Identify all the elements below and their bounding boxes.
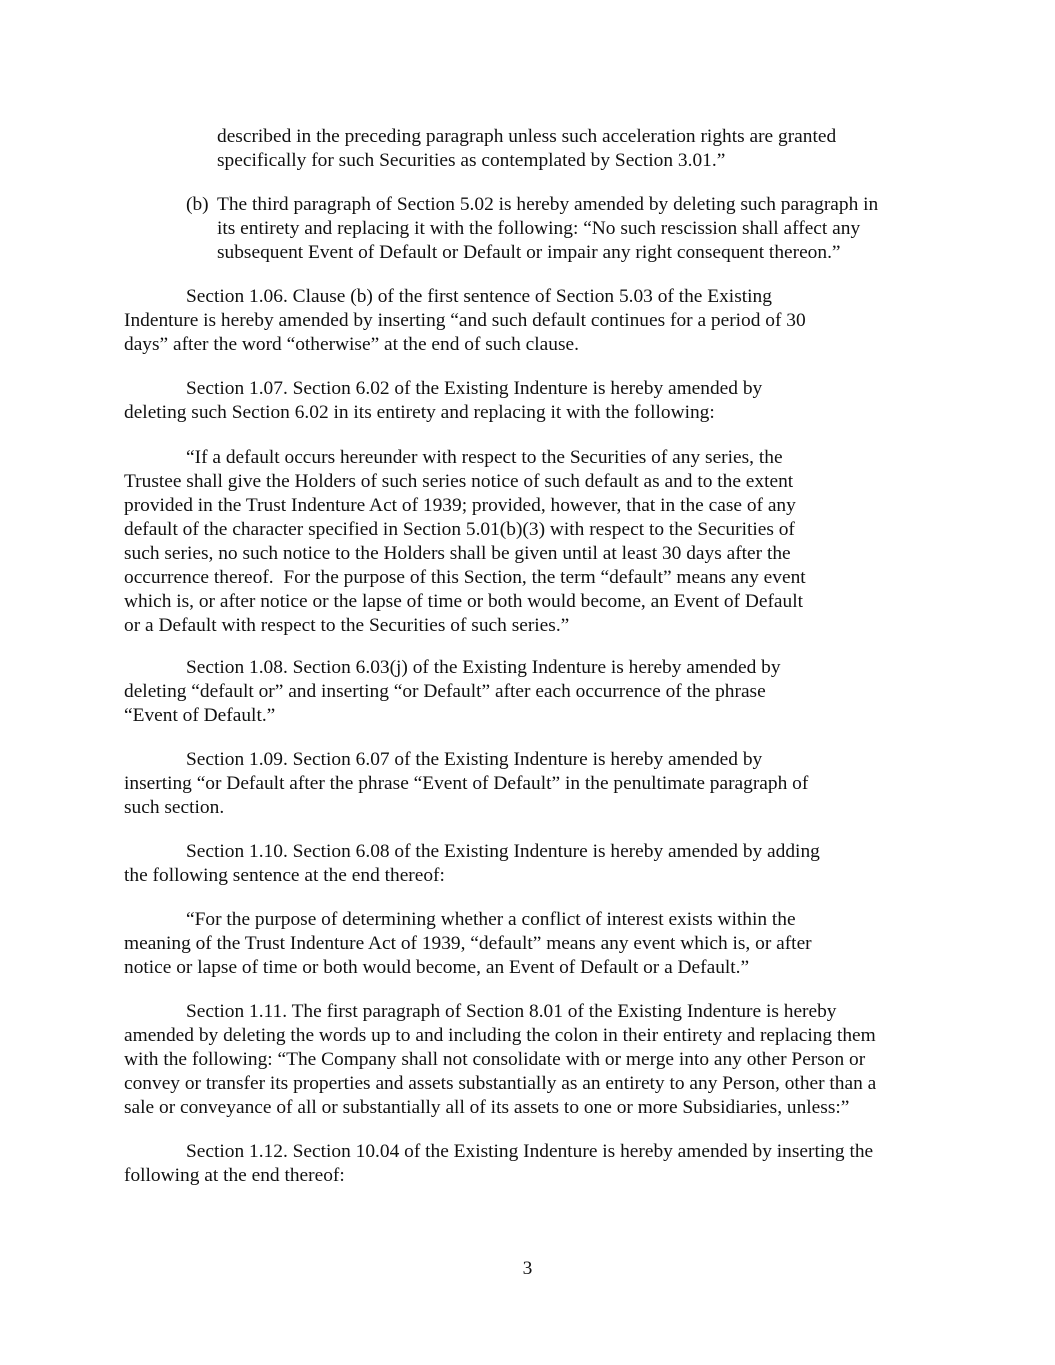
paragraph-line: such section. <box>124 797 225 818</box>
page-number: 3 <box>522 1258 533 1279</box>
paragraph-line: Section 1.07. Section 6.02 of the Existing Indenture is hereby amended by <box>186 378 763 399</box>
paragraph-line: The third paragraph of Section 5.02 is hereby amended by deleting such paragraph in <box>217 194 879 215</box>
paragraph-line: days” after the word “otherwise” at the end of such clause. <box>124 334 579 355</box>
paragraph-line: Indenture is hereby amended by inserting “and such default continues for a period of 30 <box>124 310 806 331</box>
paragraph-line: Section 1.06. Clause (b) of the first sentence of Section 5.03 of the Existing <box>186 286 772 307</box>
paragraph-line: Section 1.09. Section 6.07 of the Existing Indenture is hereby amended by <box>186 749 763 770</box>
list-item-label: (b) <box>186 194 209 215</box>
quoted-section-6-02 <box>124 446 806 638</box>
paragraph-line: following at the end thereof: <box>124 1165 345 1186</box>
section-1-08-paragraph <box>124 656 781 728</box>
paragraph-line: which is, or after notice or the lapse of time or both would become, an Event of Default <box>124 591 803 612</box>
paragraph-line: “Event of Default.” <box>124 705 276 726</box>
paragraph-line: with the following: “The Company shall not consolidate with or merge into any other Person or <box>124 1049 866 1070</box>
paragraph-line: Section 1.10. Section 6.08 of the Existing Indenture is hereby amended by adding <box>186 841 820 862</box>
paragraph-line: deleting “default or” and inserting “or Default” after each occurrence of the phrase <box>124 681 766 702</box>
paragraph-line: described in the preceding paragraph unless such acceleration rights are granted <box>217 126 837 147</box>
paragraph-line: Section 1.08. Section 6.03(j) of the Existing Indenture is hereby amended by <box>186 657 781 678</box>
continuation-paragraph <box>217 125 836 173</box>
paragraph-line: “If a default occurs hereunder with respect to the Securities of any series, the <box>186 447 783 468</box>
paragraph-line: Section 1.11. The first paragraph of Section 8.01 of the Existing Indenture is hereby <box>186 1001 837 1022</box>
paragraph-line: sale or conveyance of all or substantially all of its assets to one or more Subsidiaries, unless:” <box>124 1097 850 1118</box>
paragraph-line: deleting such Section 6.02 in its entirety and replacing it with the following: <box>124 402 715 423</box>
list-item-b-text <box>217 193 878 265</box>
paragraph-line: default of the character specified in Section 5.01(b)(3) with respect to the Securities of <box>124 519 795 540</box>
paragraph-line: Section 1.12. Section 10.04 of the Existing Indenture is hereby amended by inserting the <box>186 1141 874 1162</box>
paragraph-line: inserting “or Default after the phrase “Event of Default” in the penultimate paragraph of <box>124 773 809 794</box>
paragraph-line: such series, no such notice to the Holders shall be given until at least 30 days after the <box>124 543 791 564</box>
section-1-10-paragraph <box>124 840 820 888</box>
section-1-11-paragraph <box>124 1000 876 1120</box>
section-1-12-paragraph <box>124 1140 873 1188</box>
paragraph-line: the following sentence at the end thereof: <box>124 865 445 886</box>
section-1-06-paragraph <box>124 285 806 357</box>
paragraph-line: subsequent Event of Default or Default or impair any right consequent thereon.” <box>217 242 841 263</box>
paragraph-line: Trustee shall give the Holders of such series notice of such default as and to the extent <box>124 471 794 492</box>
section-1-09-paragraph <box>124 748 808 820</box>
paragraph-line: specifically for such Securities as contemplated by Section 3.01.” <box>217 150 726 171</box>
quoted-section-6-08 <box>124 908 812 980</box>
section-1-07-paragraph <box>124 377 762 425</box>
paragraph-line: amended by deleting the words up to and including the colon in their entirety and replacing them <box>124 1025 876 1046</box>
paragraph-line: notice or lapse of time or both would become, an Event of Default or a Default.” <box>124 957 750 978</box>
paragraph-line: provided in the Trust Indenture Act of 1939; provided, however, that in the case of any <box>124 495 796 516</box>
paragraph-line: convey or transfer its properties and assets substantially as an entirety to any Person, other than a <box>124 1073 877 1094</box>
paragraph-line: “For the purpose of determining whether a conflict of interest exists within the <box>186 909 796 930</box>
paragraph-line: its entirety and replacing it with the following: “No such rescission shall affect any <box>217 218 861 239</box>
paragraph-line: occurrence thereof. For the purpose of this Section, the term “default” means any event <box>124 567 806 588</box>
paragraph-line: or a Default with respect to the Securities of such series.” <box>124 615 570 636</box>
paragraph-line: meaning of the Trust Indenture Act of 1939, “default” means any event which is, or after <box>124 933 812 954</box>
